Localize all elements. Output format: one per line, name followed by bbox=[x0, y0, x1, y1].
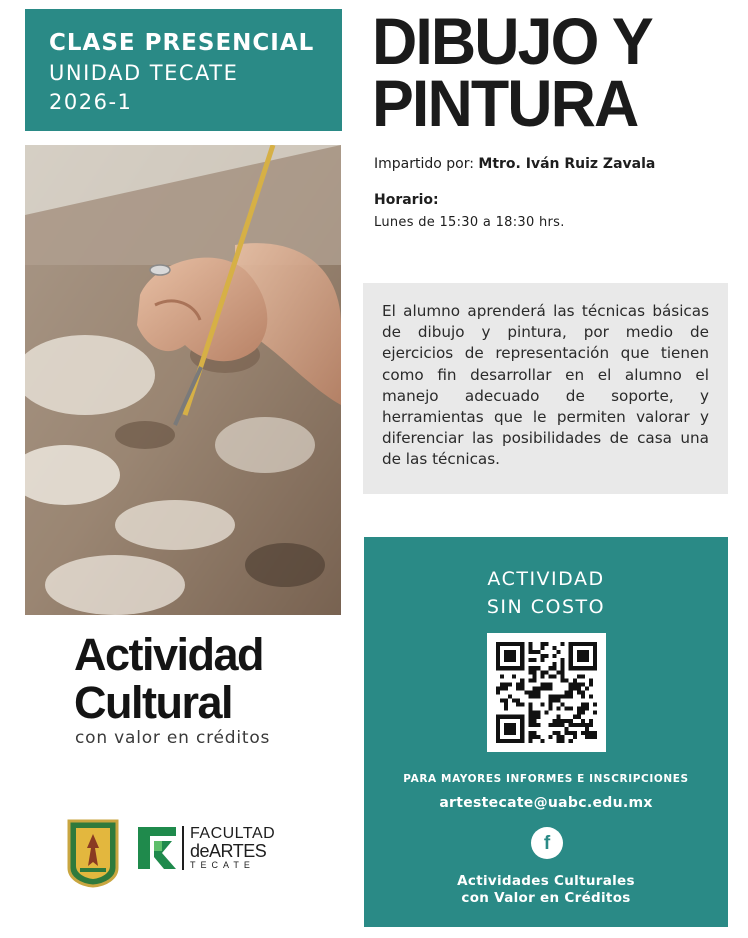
free-activity-line-2: SIN COSTO bbox=[486, 596, 606, 618]
instructor-label: Impartido por: bbox=[374, 156, 474, 172]
description-box bbox=[363, 283, 728, 494]
header-box bbox=[25, 9, 342, 131]
contact-email[interactable]: artestecate@uabc.edu.mx bbox=[439, 795, 653, 811]
title-line-1: DIBUJO Y bbox=[372, 4, 652, 78]
schedule-label: Horario: bbox=[374, 192, 439, 208]
qr-code[interactable] bbox=[487, 633, 606, 752]
course-title bbox=[372, 4, 714, 140]
footer-line-2: con Valor en Créditos bbox=[461, 890, 631, 906]
cultural-activity-line-1: Actividad bbox=[74, 629, 264, 680]
facultad-artes-mark-icon bbox=[138, 827, 176, 869]
credit-value-subtitle: con valor en créditos bbox=[75, 728, 271, 748]
tecate-label: TECATE bbox=[190, 860, 255, 870]
free-activity-line-1: ACTIVIDAD bbox=[487, 568, 605, 590]
facultad-label: FACULTAD bbox=[190, 825, 276, 842]
facultad-artes-logo bbox=[138, 826, 275, 870]
facebook-icon[interactable]: f bbox=[531, 827, 563, 859]
uabc-seal-logo bbox=[66, 818, 120, 892]
schedule-value: Lunes de 15:30 a 18:30 hrs. bbox=[374, 215, 565, 230]
class-type: CLASE PRESENCIAL bbox=[49, 30, 315, 56]
unit-name: UNIDAD TECATE bbox=[49, 61, 239, 85]
footer-line-1: Actividades Culturales bbox=[457, 873, 635, 889]
instructor-line bbox=[374, 156, 655, 172]
course-description: El alumno aprenderá las técnicas básicas de dibujo y pintura, por medio de ejercicios de representación que tienen como fin desarrollar en el alumno el manejo adecuado de soporte, y herramientas que le permiten valorar y diferenciar las posibilidades de casa una de las técnicas. bbox=[382, 302, 709, 469]
term: 2026-1 bbox=[49, 90, 133, 114]
de-artes-label: deARTES bbox=[190, 841, 267, 861]
instructor-name: Mtro. Iván Ruiz Zavala bbox=[478, 156, 656, 172]
info-panel bbox=[364, 537, 728, 927]
qr-code-icon bbox=[496, 642, 597, 743]
painting-photo bbox=[25, 145, 341, 615]
more-info-label: PARA MAYORES INFORMES E INSCRIPCIONES bbox=[403, 773, 689, 785]
title-line-2: PINTURA bbox=[372, 66, 638, 140]
cultural-activity-line-2: Cultural bbox=[74, 677, 233, 728]
